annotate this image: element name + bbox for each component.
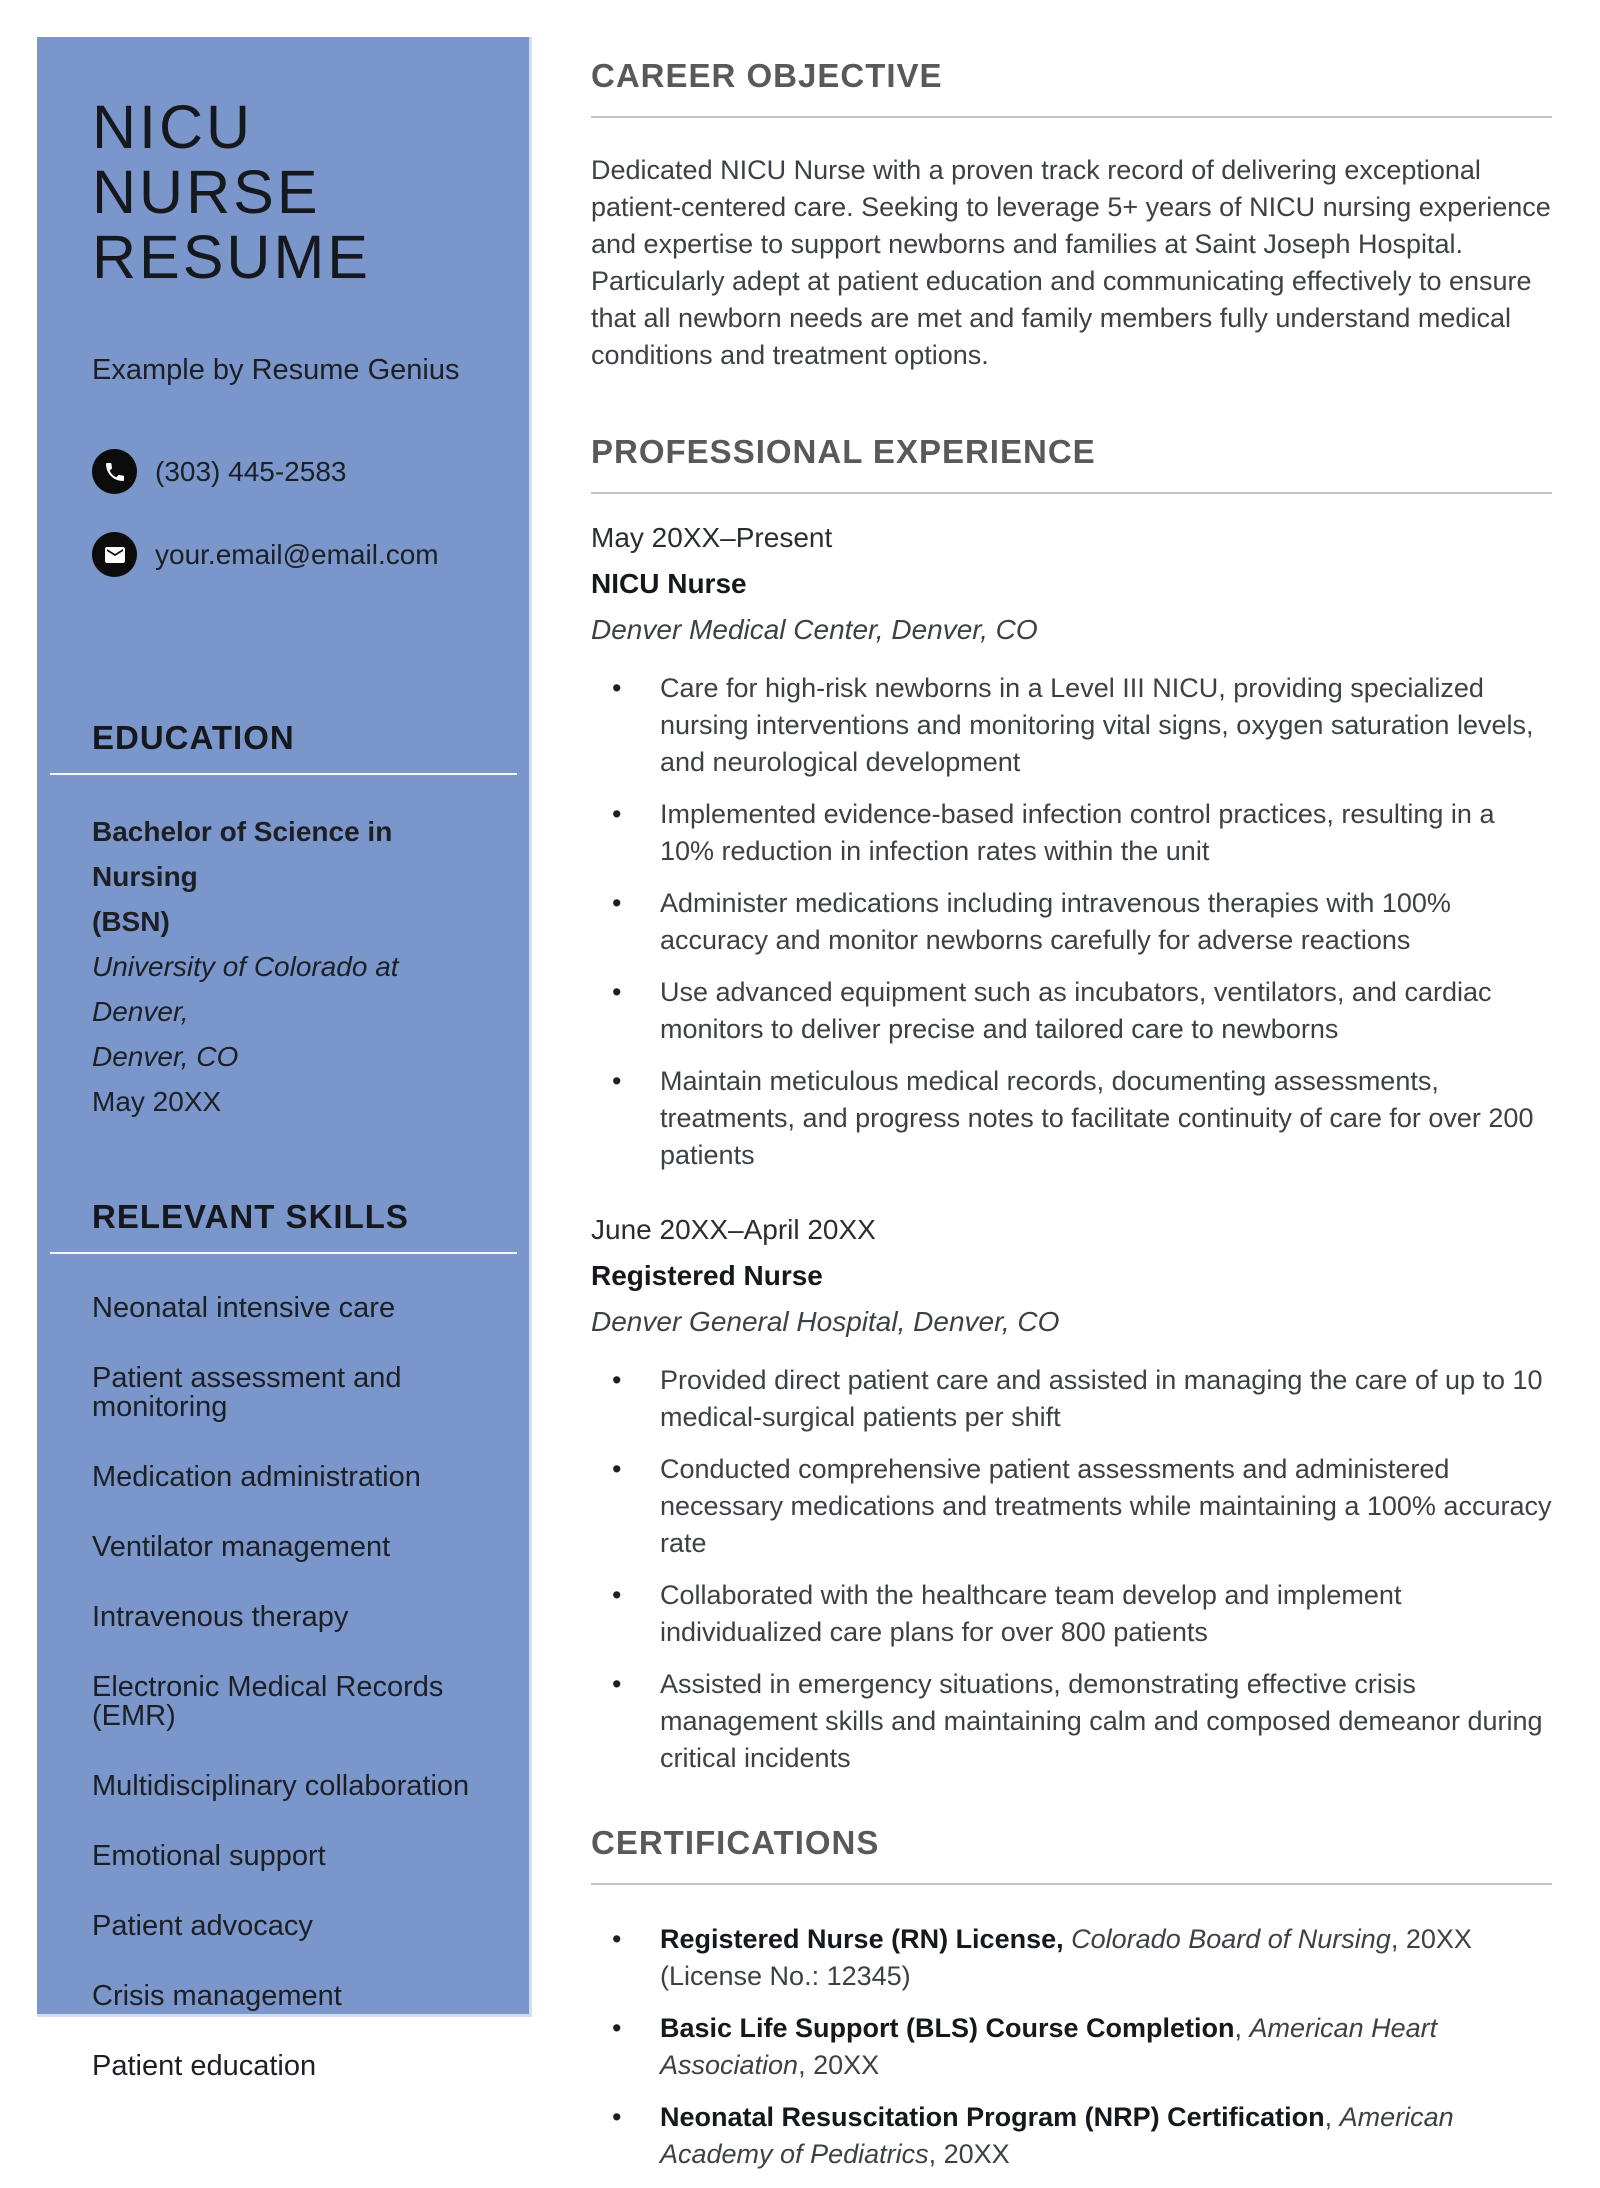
- skill-item: Patient education: [92, 2050, 317, 2082]
- skill-item: Medication administration: [92, 1461, 421, 1493]
- job-title: Registered Nurse: [591, 1260, 823, 1291]
- skill-item: Electronic Medical Records (EMR): [92, 1671, 444, 1732]
- certifications-list: [591, 1921, 1552, 2173]
- bullet-item: • Provided direct patient care and assisted in managing the care of up to 10 medical-surgical patients per shift: [591, 1362, 1552, 1436]
- page-subtitle: Example by Resume Genius: [92, 354, 460, 386]
- career-objective-heading: CAREER OBJECTIVE: [591, 57, 943, 94]
- page-title-line1: NICU NURSE: [92, 93, 321, 226]
- bullet-item: • Conducted comprehensive patient assessments and administered necessary medications and treatments while maintaining a 100% accuracy rate: [591, 1451, 1552, 1562]
- education-degree-line2: (BSN): [92, 906, 170, 937]
- page-title-line2: RESUME: [92, 223, 371, 291]
- certifications-rule: [591, 1883, 1552, 1885]
- bullet-item: • Assisted in emergency situations, demonstrating effective crisis management skills and maintaining calm and composed demeanor during critical incidents: [591, 1666, 1552, 1777]
- professional-experience-rule: [591, 492, 1552, 494]
- certification-details: , 20XX (License No.: 12345): [660, 1924, 1472, 1991]
- certification-details: , 20XX: [928, 2139, 1010, 2169]
- skill-item: Neonatal intensive care: [92, 1292, 396, 1324]
- certification-item: [591, 2099, 1552, 2173]
- email-address: your.email@email.com: [155, 538, 439, 570]
- bullet-item: • Maintain meticulous medical records, documenting assessments, treatments, and progress notes to facilitate continuity of care for over 200 patients: [591, 1063, 1552, 1174]
- sidebar: [37, 37, 532, 2082]
- job-entry: [591, 522, 1552, 1174]
- phone-number: (303) 445-2583: [155, 455, 347, 487]
- education-date: May 20XX: [92, 1086, 222, 1117]
- page-title: [92, 95, 499, 290]
- skill-item: Crisis management: [92, 1980, 342, 2012]
- bullet-item: • Collaborated with the healthcare team develop and implement individualized care plans for over 800 patients: [591, 1577, 1552, 1651]
- skills-rule: [50, 1252, 517, 1254]
- career-objective-text: Dedicated NICU Nurse with a proven track record of delivering exceptional patient-centered care. Seeking to leverage 5+ years of NICU nursing experience and expertise to support newborns and families at Saint Joseph Hospital. Particularly adept at patient education and communicating effectively to ensure that all newborn needs are met and family members fully understand medical conditions and treatment options.: [591, 155, 1551, 370]
- certification-details: , 20XX: [798, 2050, 880, 2080]
- certification-separator: ,: [1324, 2102, 1340, 2132]
- skill-item: Patient assessment and monitoring: [92, 1362, 402, 1423]
- education-degree-line1: Bachelor of Science in Nursing: [92, 816, 393, 892]
- certifications-section: [591, 1823, 1552, 2173]
- education-location: Denver, CO: [92, 1041, 239, 1072]
- skill-item: Emotional support: [92, 1840, 326, 1872]
- skill-item: Multidisciplinary collaboration: [92, 1770, 470, 1802]
- certification-issuer: American Academy of Pediatrics: [660, 2102, 1454, 2169]
- phone-icon: [92, 449, 137, 494]
- contact-email-row: [92, 532, 499, 577]
- certification-name: Basic Life Support (BLS) Course Completion: [660, 2013, 1235, 2043]
- career-objective-rule: [591, 116, 1552, 118]
- skills-heading: RELEVANT SKILLS: [92, 1198, 409, 1235]
- certification-issuer: American Heart Association: [660, 2013, 1438, 2080]
- job-dates: June 20XX–April 20XX: [591, 1214, 876, 1245]
- main-content: [591, 0, 1552, 2188]
- certifications-heading: CERTIFICATIONS: [591, 1824, 880, 1861]
- job-company: Denver Medical Center, Denver, CO: [591, 614, 1038, 645]
- skill-item: Intravenous therapy: [92, 1601, 349, 1633]
- professional-experience-section: [591, 432, 1552, 1777]
- job-bullet-list: [591, 1362, 1552, 1777]
- certification-name: Registered Nurse (RN) License,: [660, 1924, 1064, 1954]
- certification-item: [591, 1921, 1552, 1995]
- education-heading: EDUCATION: [92, 719, 295, 756]
- career-objective-section: [591, 56, 1552, 374]
- skill-item: Ventilator management: [92, 1531, 391, 1563]
- education-degree: [92, 809, 499, 944]
- certification-issuer: Colorado Board of Nursing: [1071, 1924, 1391, 1954]
- education-school: University of Colorado at Denver,: [92, 951, 399, 1027]
- bullet-item: • Care for high-risk newborns in a Level III NICU, providing specialized nursing interventions and monitoring vital signs, oxygen saturation levels, and neurological development: [591, 670, 1552, 781]
- email-icon: [92, 532, 137, 577]
- job-company: Denver General Hospital, Denver, CO: [591, 1306, 1060, 1337]
- job-dates: May 20XX–Present: [591, 522, 833, 553]
- job-title: NICU Nurse: [591, 568, 747, 599]
- skill-item: Patient advocacy: [92, 1910, 313, 1942]
- bullet-item: • Administer medications including intravenous therapies with 100% accuracy and monitor newborns carefully for adverse reactions: [591, 885, 1552, 959]
- certification-item: [591, 2010, 1552, 2084]
- job-bullet-list: [591, 670, 1552, 1174]
- bullet-item: • Use advanced equipment such as incubators, ventilators, and cardiac monitors to deliver precise and tailored care to newborns: [591, 974, 1552, 1048]
- skills-list: [92, 1294, 499, 2081]
- education-block: [92, 809, 499, 1124]
- education-rule: [50, 773, 517, 775]
- certification-separator: [1064, 1924, 1072, 1954]
- certification-name: Neonatal Resuscitation Program (NRP) Certification: [660, 2102, 1325, 2132]
- certification-separator: ,: [1234, 2013, 1250, 2043]
- professional-experience-heading: PROFESSIONAL EXPERIENCE: [591, 433, 1096, 470]
- job-entry: [591, 1214, 1552, 1777]
- contact-phone-row: [92, 449, 499, 494]
- bullet-item: • Implemented evidence-based infection control practices, resulting in a 10% reduction in infection rates within the unit: [591, 796, 1552, 870]
